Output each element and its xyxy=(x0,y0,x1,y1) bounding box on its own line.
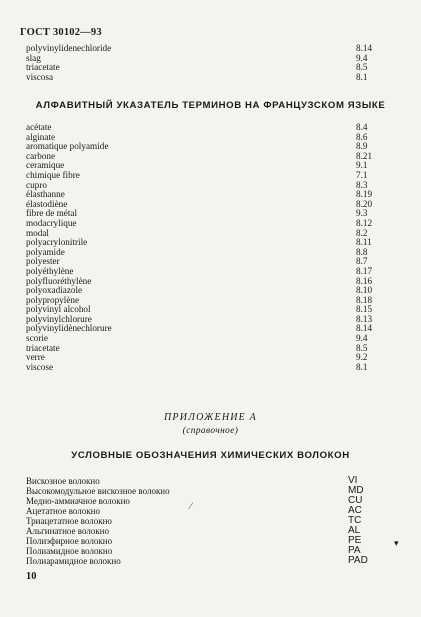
term-code: 8.6 xyxy=(356,131,368,142)
term-text: polyamide xyxy=(26,246,65,257)
list-item xyxy=(26,142,376,152)
term-text: chimique fibre xyxy=(26,169,80,180)
term-text: cupro xyxy=(26,179,47,190)
term-code: 8.5 xyxy=(356,342,368,353)
term-code: 9.3 xyxy=(356,208,368,219)
term-code: PAD xyxy=(348,555,368,566)
list-item xyxy=(26,219,376,229)
term-code: 8.1 xyxy=(356,71,368,82)
page-header-standard: ГОСТ 30102—93 xyxy=(20,27,102,38)
term-code: 8.14 xyxy=(356,323,373,334)
stray-mark: ▾ xyxy=(394,538,399,548)
french-term-list xyxy=(26,123,376,372)
list-item xyxy=(26,209,376,219)
term-text: Полиарамидное волокно xyxy=(26,556,121,566)
list-item xyxy=(26,171,376,181)
term-text: carbone xyxy=(26,150,56,161)
term-text: fibre de métal xyxy=(26,208,78,219)
list-item xyxy=(26,54,376,64)
term-code: MD xyxy=(348,485,364,496)
list-item xyxy=(26,63,376,73)
term-code: PE xyxy=(348,535,362,546)
term-code: 8.2 xyxy=(356,227,368,238)
term-code: 8.7 xyxy=(356,256,368,267)
term-code: 9.4 xyxy=(356,52,368,63)
list-item xyxy=(26,353,376,363)
term-text: polyfluoréthylène xyxy=(26,275,92,286)
term-code: 8.12 xyxy=(356,217,373,228)
list-item xyxy=(26,181,376,191)
term-code: 8.13 xyxy=(356,313,373,324)
fiber-codes-list xyxy=(26,476,376,566)
term-text: polyoxadiazole xyxy=(26,285,83,296)
list-item xyxy=(26,248,376,258)
term-text: verre xyxy=(26,352,45,363)
term-code: 8.3 xyxy=(356,179,368,190)
list-item xyxy=(26,546,376,556)
term-text: viscosa xyxy=(26,71,54,82)
term-code: 9.4 xyxy=(356,333,368,344)
list-item xyxy=(26,123,376,133)
term-text: Медно-аммиачное волокно xyxy=(26,496,130,506)
term-code: AL xyxy=(348,525,361,536)
list-item xyxy=(26,44,376,54)
list-item xyxy=(26,363,376,373)
term-text: Высокомодульное вискозное волокно xyxy=(26,486,170,496)
term-text: polyvinylidènechlorure xyxy=(26,323,112,334)
term-text: aromatique polyamide xyxy=(26,141,109,152)
list-item xyxy=(26,238,376,248)
term-code: 8.16 xyxy=(356,275,373,286)
term-text: modal xyxy=(26,227,49,238)
term-text: alginate xyxy=(26,131,56,142)
fiber-codes-title: УСЛОВНЫЕ ОБОЗНАЧЕНИЯ ХИМИЧЕСКИХ ВОЛОКОН xyxy=(71,450,350,461)
term-text: polyester xyxy=(26,256,60,267)
term-text: polyvinyl alcohol xyxy=(26,304,91,315)
term-code: 8.18 xyxy=(356,294,373,305)
term-code: 8.21 xyxy=(356,150,373,161)
term-text: Альгинатное волокно xyxy=(26,526,110,536)
term-text: slag xyxy=(26,52,41,63)
term-code: 8.19 xyxy=(356,189,373,200)
term-code: 8.20 xyxy=(356,198,373,209)
term-code: TC xyxy=(348,515,362,526)
list-item xyxy=(26,200,376,210)
term-code: AC xyxy=(348,505,362,516)
list-item xyxy=(26,496,376,506)
term-text: triacetate xyxy=(26,342,60,353)
term-text: élasthanne xyxy=(26,189,65,200)
term-text: polyvinylchlorure xyxy=(26,313,92,324)
french-index-title: АЛФАВИТНЫЙ УКАЗАТЕЛЬ ТЕРМИНОВ НА ФРАНЦУЗСКОМ ЯЗЫКЕ xyxy=(35,100,386,111)
term-code: 8.1 xyxy=(356,361,368,372)
appendix-title: ПРИЛОЖЕНИЕ А xyxy=(164,412,257,423)
list-item xyxy=(26,476,376,486)
term-text: scorie xyxy=(26,333,48,344)
term-text: Триацетатное волокно xyxy=(26,516,112,526)
list-item xyxy=(26,257,376,267)
list-item xyxy=(26,334,376,344)
term-code: 8.5 xyxy=(356,62,368,73)
term-code: CU xyxy=(348,495,363,506)
term-text: polyvinylidenechloride xyxy=(26,43,112,53)
term-text: Ацетатное волокно xyxy=(26,506,100,516)
list-item xyxy=(26,486,376,496)
term-code: 8.11 xyxy=(356,237,372,248)
list-item xyxy=(26,556,376,566)
term-text: Полиэфирное волокно xyxy=(26,536,113,546)
term-text: polypropylène xyxy=(26,294,80,305)
term-text: élastodiène xyxy=(26,198,68,209)
term-text: Вискозное волокно xyxy=(26,476,100,486)
term-code: 8.4 xyxy=(356,122,368,132)
list-item xyxy=(26,506,376,516)
list-item xyxy=(26,344,376,354)
term-code: 9.2 xyxy=(356,352,368,363)
term-code: 7.1 xyxy=(356,169,368,180)
list-item xyxy=(26,324,376,334)
page-number: 10 xyxy=(26,571,37,582)
term-text: polyacrylonitrile xyxy=(26,237,88,248)
list-item xyxy=(26,526,376,536)
term-text: acétate xyxy=(26,122,52,132)
top-term-list xyxy=(26,44,376,82)
term-text: modacrylique xyxy=(26,217,77,228)
list-item xyxy=(26,516,376,526)
term-code: 8.17 xyxy=(356,265,373,276)
appendix-subtitle: (справочное) xyxy=(182,426,239,436)
term-code: 8.14 xyxy=(356,43,373,53)
list-item xyxy=(26,152,376,162)
list-item xyxy=(26,190,376,200)
term-text: polyéthylène xyxy=(26,265,74,276)
term-code: 8.9 xyxy=(356,141,368,152)
stray-mark: ⁄ xyxy=(190,501,192,511)
list-item xyxy=(26,73,376,83)
term-text: triacetate xyxy=(26,62,60,73)
term-code: 8.8 xyxy=(356,246,368,257)
term-text: Полиамидное волокно xyxy=(26,546,113,556)
list-item xyxy=(26,536,376,546)
term-code: VI xyxy=(348,475,358,486)
term-code: PA xyxy=(348,545,361,556)
term-code: 8.15 xyxy=(356,304,373,315)
term-text: viscose xyxy=(26,361,54,372)
term-text: ceramique xyxy=(26,160,65,171)
term-code: 9.1 xyxy=(356,160,368,171)
term-code: 8.10 xyxy=(356,285,373,296)
